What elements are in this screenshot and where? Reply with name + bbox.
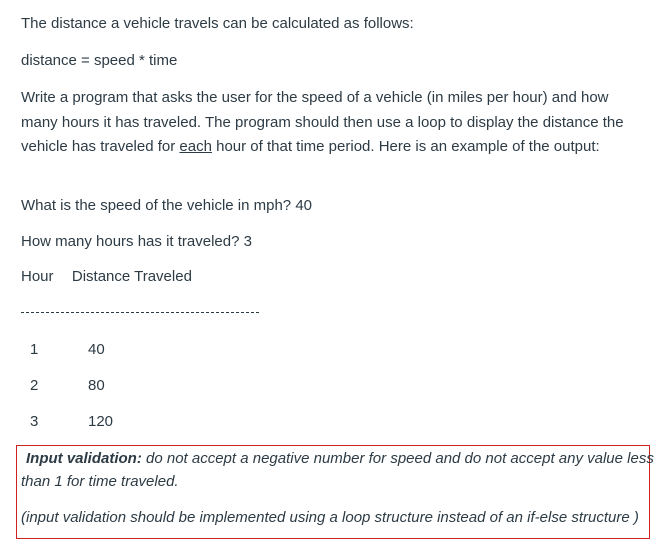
validation-label: Input validation: [26,450,142,467]
row-1-distance: 40 [88,341,105,358]
table-header [21,267,192,287]
validation-line-1 [26,448,654,470]
validation-line-1-rest: do not accept a negative number for speed and do not accept any value less [141,450,654,467]
table-divider [21,312,259,313]
validation-line-2: than 1 for time traveled. [21,473,179,490]
formula-text: distance = speed * time [21,52,178,69]
header-distance: Distance Traveled [71,268,192,285]
header-hour: Hour [21,268,54,285]
instructions-emphasis: each [179,138,212,155]
sample-speed-prompt: What is the speed of the vehicle in mph? 40 [21,197,313,214]
instructions-paragraph [21,86,646,160]
sample-hours-prompt: How many hours has it traveled? 3 [21,233,252,250]
validation-note: (input validation should be implemented using a loop structure instead of an if-else structure ) [21,509,639,526]
row-2-hour: 2 [30,377,39,394]
input-validation-box [16,445,654,539]
instructions-part2: hour of that time period. Here is an example of the output: [211,138,600,155]
row-3-distance: 120 [88,413,114,430]
intro-text: The distance a vehicle travels can be calculated as follows: [21,15,414,32]
instructions-part1: Write a program that asks the user for the speed of a vehicle (in miles per hour) and how many hours it has traveled. The program should then use a loop to display the distance the vehicle has traveled for [21,89,624,155]
row-2-distance: 80 [88,377,105,394]
row-1-hour: 1 [30,341,39,358]
row-3-hour: 3 [30,413,39,430]
